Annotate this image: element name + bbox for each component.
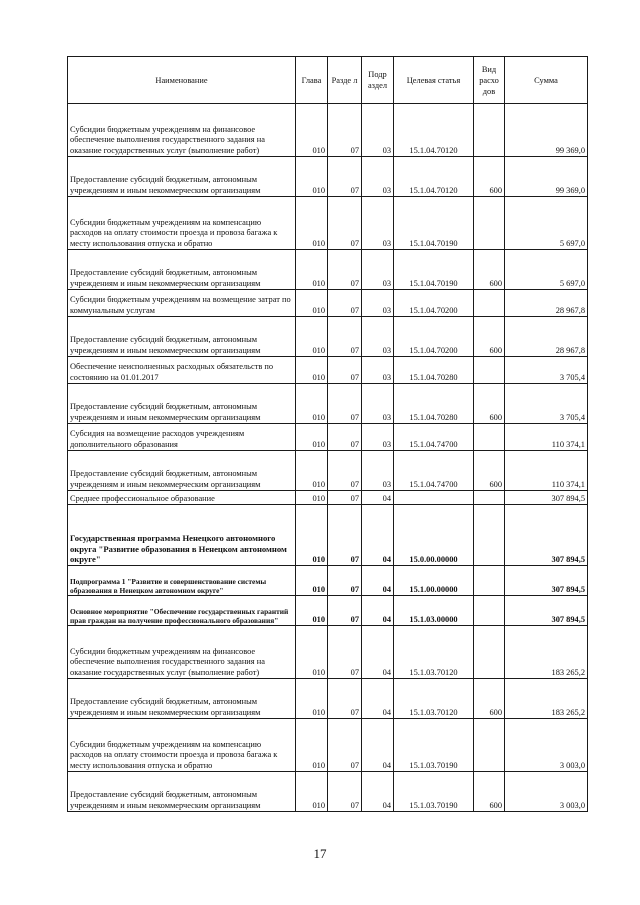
table-row [68,719,588,772]
cell-glava: 010 [296,104,328,157]
cell-name: Подпрограмма 1 "Развитие и совершенствование системы образования в Ненецком автономном округе" [68,566,296,596]
table-row [68,424,588,451]
cell-podrazdel: 04 [362,505,394,566]
cell-sum: 28 967,8 [505,290,588,317]
cell-podrazdel: 03 [362,104,394,157]
cell-sum: 307 894,5 [505,596,588,626]
cell-sum: 3 705,4 [505,357,588,384]
cell-name: Обеспечение неисполненных расходных обязательств по состоянию на 01.01.2017 [68,357,296,384]
cell-glava: 010 [296,451,328,491]
cell-article: 15.1.04.70280 [394,384,474,424]
cell-article: 15.1.04.74700 [394,424,474,451]
cell-sum: 110 374,1 [505,451,588,491]
table-row [68,451,588,491]
table-row [68,290,588,317]
cell-razdel: 07 [328,157,362,197]
cell-vid: 600 [474,317,505,357]
cell-sum: 307 894,5 [505,491,588,505]
cell-name: Субсидии бюджетным учреждениям на компенсацию расходов на оплату стоимости проезда и провоза багажа к месту использования отпуска и обратно [68,197,296,250]
header-podrazdel: Подр аздел [362,57,394,104]
cell-vid: 600 [474,772,505,812]
cell-razdel: 07 [328,491,362,505]
cell-vid: 600 [474,250,505,290]
cell-name: Предоставление субсидий бюджетным, автономным учреждениям и иным некоммерческим организациям [68,772,296,812]
cell-glava: 010 [296,290,328,317]
table-row [68,317,588,357]
cell-sum: 99 369,0 [505,104,588,157]
cell-vid [474,626,505,679]
cell-vid [474,566,505,596]
cell-vid: 600 [474,679,505,719]
cell-article: 15.1.03.70120 [394,679,474,719]
cell-razdel: 07 [328,357,362,384]
cell-vid [474,290,505,317]
cell-article: 15.1.03.00000 [394,596,474,626]
table-header-row [68,57,588,104]
table-row [68,596,588,626]
cell-article: 15.1.04.74700 [394,451,474,491]
cell-sum: 307 894,5 [505,505,588,566]
table-row [68,772,588,812]
cell-article: 15.1.04.70120 [394,157,474,197]
cell-article: 15.1.03.70120 [394,626,474,679]
cell-podrazdel: 03 [362,357,394,384]
cell-article: 15.1.04.70200 [394,290,474,317]
cell-sum: 183 265,2 [505,626,588,679]
cell-sum: 3 705,4 [505,384,588,424]
cell-name: Субсидии бюджетным учреждениям на финансовое обеспечение выполнения государственного задания на оказание государственных услуг (выполнение работ) [68,626,296,679]
cell-podrazdel: 03 [362,451,394,491]
cell-name: Государственная программа Ненецкого автономного округа "Развитие образования в Ненецком автономном округе" [68,505,296,566]
cell-article: 15.1.04.70190 [394,197,474,250]
cell-vid [474,424,505,451]
cell-podrazdel: 04 [362,596,394,626]
cell-sum: 5 697,0 [505,250,588,290]
cell-vid: 600 [474,384,505,424]
cell-article: 15.1.03.70190 [394,772,474,812]
cell-glava: 010 [296,250,328,290]
cell-vid: 600 [474,157,505,197]
cell-razdel: 07 [328,290,362,317]
table-body [68,104,588,812]
cell-podrazdel: 04 [362,566,394,596]
table-row [68,679,588,719]
header-glava: Глава [296,57,328,104]
cell-podrazdel: 03 [362,290,394,317]
cell-article: 15.1.03.70190 [394,719,474,772]
cell-podrazdel: 03 [362,424,394,451]
cell-razdel: 07 [328,505,362,566]
cell-vid [474,596,505,626]
cell-razdel: 07 [328,384,362,424]
cell-glava: 010 [296,197,328,250]
cell-razdel: 07 [328,317,362,357]
cell-sum: 28 967,8 [505,317,588,357]
cell-article: 15.1.04.70120 [394,104,474,157]
cell-article: 15.1.04.70190 [394,250,474,290]
table-row [68,566,588,596]
cell-podrazdel: 03 [362,317,394,357]
table-row [68,250,588,290]
cell-name: Основное мероприятие "Обеспечение государственных гарантий прав граждан на получение профессионального образования" [68,596,296,626]
cell-article: 15.1.04.70280 [394,357,474,384]
table-row [68,157,588,197]
table-row [68,197,588,250]
cell-glava: 010 [296,317,328,357]
header-vid: Вид расхо дов [474,57,505,104]
cell-sum: 307 894,5 [505,566,588,596]
cell-razdel: 07 [328,451,362,491]
page-number: 17 [313,846,327,861]
cell-glava: 010 [296,505,328,566]
cell-sum: 5 697,0 [505,197,588,250]
cell-podrazdel: 04 [362,719,394,772]
cell-glava: 010 [296,424,328,451]
cell-sum: 110 374,1 [505,424,588,451]
cell-podrazdel: 04 [362,679,394,719]
header-razdel: Разде л [328,57,362,104]
cell-vid [474,357,505,384]
cell-razdel: 07 [328,626,362,679]
cell-glava: 010 [296,596,328,626]
table-row [68,384,588,424]
header-sum: Сумма [505,57,588,104]
table-row [68,626,588,679]
cell-name: Предоставление субсидий бюджетным, автономным учреждениям и иным некоммерческим организациям [68,451,296,491]
cell-name: Предоставление субсидий бюджетным, автономным учреждениям и иным некоммерческим организациям [68,679,296,719]
cell-glava: 010 [296,719,328,772]
cell-sum: 3 003,0 [505,719,588,772]
cell-article: 15.0.00.00000 [394,505,474,566]
cell-glava: 010 [296,626,328,679]
table-row [68,505,588,566]
cell-razdel: 07 [328,566,362,596]
cell-name: Предоставление субсидий бюджетным, автономным учреждениям и иным некоммерческим организациям [68,317,296,357]
cell-vid [474,505,505,566]
cell-name: Субсидии бюджетным учреждениям на финансовое обеспечение выполнения государственного задания на оказание государственных услуг (выполнение работ) [68,104,296,157]
cell-podrazdel: 03 [362,384,394,424]
cell-podrazdel: 03 [362,197,394,250]
cell-name: Предоставление субсидий бюджетным, автономным учреждениям и иным некоммерческим организациям [68,157,296,197]
cell-sum: 99 369,0 [505,157,588,197]
cell-razdel: 07 [328,719,362,772]
cell-glava: 010 [296,357,328,384]
cell-razdel: 07 [328,250,362,290]
cell-glava: 010 [296,491,328,505]
budget-table [67,56,588,812]
document-page [67,56,587,812]
cell-sum: 183 265,2 [505,679,588,719]
cell-vid [474,104,505,157]
cell-razdel: 07 [328,424,362,451]
header-name: Наименование [68,57,296,104]
table-row [68,104,588,157]
cell-vid [474,491,505,505]
cell-name: Субсидии бюджетным учреждениям на компенсацию расходов на оплату стоимости проезда и провоза багажа к месту использования отпуска и обратно [68,719,296,772]
cell-name: Предоставление субсидий бюджетным, автономным учреждениям и иным некоммерческим организациям [68,384,296,424]
cell-podrazdel: 04 [362,491,394,505]
cell-razdel: 07 [328,772,362,812]
cell-article: 15.1.04.70200 [394,317,474,357]
cell-vid: 600 [474,451,505,491]
cell-podrazdel: 03 [362,157,394,197]
cell-article [394,491,474,505]
header-article: Целевая статья [394,57,474,104]
cell-razdel: 07 [328,197,362,250]
cell-name: Субсидии бюджетным учреждениям на возмещение затрат по коммунальным услугам [68,290,296,317]
table-row [68,357,588,384]
cell-vid [474,197,505,250]
cell-glava: 010 [296,566,328,596]
cell-razdel: 07 [328,679,362,719]
cell-razdel: 07 [328,596,362,626]
cell-glava: 010 [296,384,328,424]
cell-name: Среднее профессиональное образование [68,491,296,505]
cell-podrazdel: 03 [362,250,394,290]
cell-name: Субсидия на возмещение расходов учреждениям дополнительного образования [68,424,296,451]
cell-podrazdel: 04 [362,626,394,679]
cell-article: 15.1.00.00000 [394,566,474,596]
cell-name: Предоставление субсидий бюджетным, автономным учреждениям и иным некоммерческим организациям [68,250,296,290]
cell-glava: 010 [296,679,328,719]
cell-glava: 010 [296,157,328,197]
table-row [68,491,588,505]
cell-sum: 3 003,0 [505,772,588,812]
cell-podrazdel: 04 [362,772,394,812]
cell-vid [474,719,505,772]
cell-razdel: 07 [328,104,362,157]
cell-glava: 010 [296,772,328,812]
